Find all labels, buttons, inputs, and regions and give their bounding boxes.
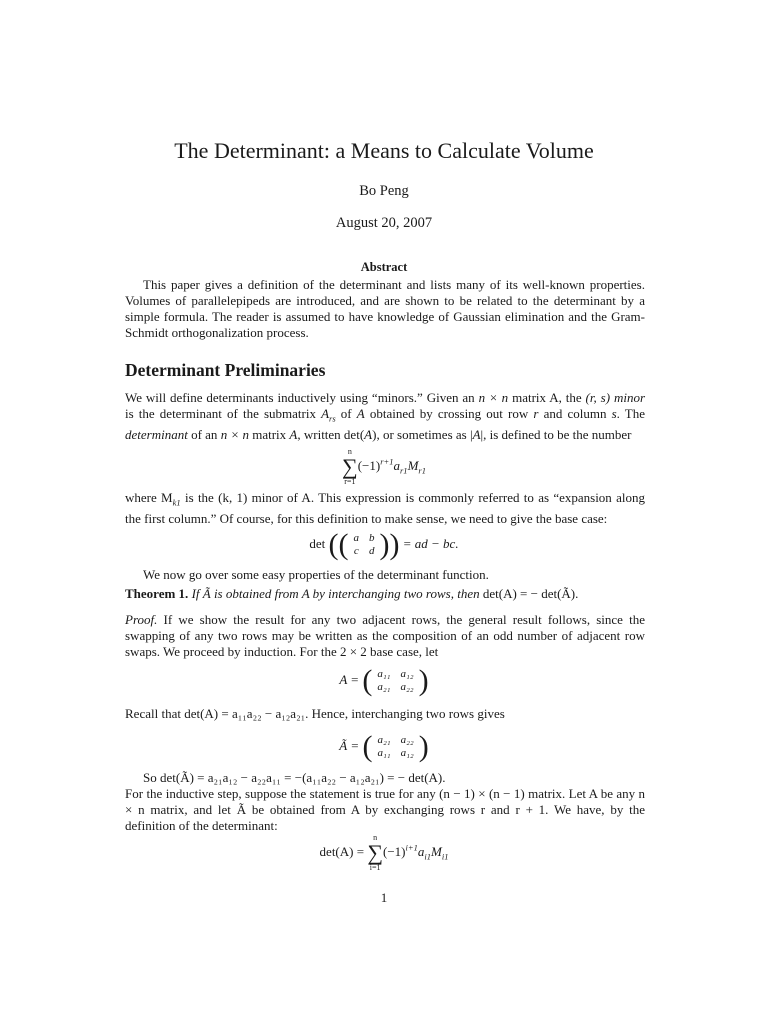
matrix-cell: a₁₂ [400, 668, 414, 680]
text-run: is the (k, 1) minor of A. This expression is commonly referred to as “expansion along the first column.” Of course, for this definition to make sense, we need to give the base case: [125, 490, 645, 526]
matrix-cell: a [353, 532, 360, 544]
summation [367, 834, 383, 872]
math-symbol: A [321, 406, 330, 421]
abstract-text: This paper gives a definition of the determinant and lists many of its well-known properties. Volumes of parallelepipeds are introduced, and are shown to be related to the determinant by a simple formula. The reader is assumed to have knowledge of Gaussian elimination and the Gram-Schmidt orthogonalization process. [125, 277, 645, 340]
paren-open: ( [362, 664, 373, 697]
definition-paragraph [125, 390, 645, 443]
theorem-1 [125, 586, 645, 602]
paper-title: The Determinant: a Means to Calculate Volume [174, 138, 594, 163]
theorem-equation: det(A) = − det(Ã). [482, 586, 579, 601]
theorem-label: Theorem 1. [125, 586, 189, 601]
proof-label: Proof. [125, 612, 158, 627]
matrix-cell: a₂₂ [400, 681, 414, 693]
paren-close: ) [418, 664, 429, 697]
equation-det-expansion-i [0, 834, 768, 872]
matrix-cell: c [353, 545, 359, 557]
matrix-cell: a₁₁ [377, 668, 391, 680]
text-run: where M [125, 490, 173, 505]
text-run: , written det( [297, 426, 365, 442]
math-term: det [309, 535, 326, 551]
matrix-cell: b [369, 532, 375, 544]
sigma-symbol: ∑ [342, 454, 358, 479]
math-term: det(A) = [319, 843, 365, 859]
math-subscript: k1 [172, 497, 181, 508]
text-run: of [340, 406, 352, 421]
equation-matrix-A-tilde [0, 730, 768, 764]
math-term: M [407, 457, 419, 473]
equation-determinant-expansion [0, 448, 768, 486]
paren-open: ( [362, 730, 373, 763]
math-inline: r [533, 406, 539, 421]
math-term: A = [339, 671, 360, 687]
math-term: (−1) [357, 457, 381, 473]
math-superscript: i+1 [405, 842, 418, 853]
sigma-symbol: ∑ [367, 840, 383, 865]
math-term: a [393, 457, 400, 473]
section-title: Determinant Preliminaries [125, 360, 326, 380]
sum-upper-limit: n [347, 447, 352, 456]
sum-upper-limit: n [373, 833, 378, 842]
matrix-cell: a₂₁ [377, 681, 391, 693]
math-subscript: i1 [441, 851, 449, 862]
math-subscript: r1 [400, 465, 408, 476]
math-subscript: r1 [418, 465, 426, 476]
text-run: and column [543, 406, 607, 421]
math-inline: n × n [220, 426, 249, 442]
math-term: Ã = [339, 737, 360, 753]
recall-paragraph: Recall that det(A) = a₁₁a₂₂ − a₁₂a₂₁. Hence, interchanging two rows gives [125, 706, 505, 721]
math-inline [321, 406, 336, 424]
matrix-cell: a₁₁ [377, 747, 391, 759]
equation-base-case [0, 528, 768, 562]
math-subscript: i1 [424, 851, 431, 862]
math-inline: (r, s) [585, 390, 611, 405]
sum-lower-limit: r=1 [344, 477, 356, 486]
text-run: of an [191, 426, 218, 442]
math-term: M [430, 843, 442, 859]
matrix-2x2 [372, 734, 418, 760]
matrix-cell: a₁₂ [400, 747, 414, 759]
text-run: . The [616, 406, 646, 421]
text-run: obtained by crossing out row [369, 406, 529, 421]
paper-date: August 20, 2007 [335, 215, 433, 231]
math-inline: n × n [478, 390, 509, 405]
properties-intro: We now go over some easy properties of the determinant function. [143, 567, 489, 582]
matrix-cell: a₂₂ [400, 734, 414, 746]
math-inline: A [289, 426, 298, 442]
matrix-cell: a₂₁ [377, 734, 391, 746]
equation-matrix-A [0, 664, 768, 698]
theorem-text: If Ã is obtained from A by interchanging two rows, then [191, 586, 480, 601]
text-run: |, is defined to be the number [480, 426, 632, 442]
term-determinant: determinant [125, 426, 188, 442]
inductive-paragraph: For the inductive step, suppose the statement is true for any (n − 1) × (n − 1) matrix. Let A be any n × n matrix, and let Ã be obtained from A by exchanging rows r and r + 1. We have, by the definition of the determinant: [125, 786, 645, 833]
math-term: = ad − bc. [402, 535, 459, 551]
summation [342, 448, 358, 486]
text-run: matrix [252, 426, 287, 442]
text-run: matrix A, the [512, 390, 582, 405]
text-run: is the determinant of the submatrix [125, 406, 316, 421]
paper-author: Bo Peng [359, 183, 409, 199]
term-minor: minor [613, 390, 646, 405]
paren-close: )) [379, 528, 400, 561]
math-inline: A [356, 406, 365, 421]
sum-lower-limit: i=1 [369, 863, 381, 872]
minor-paragraph [125, 490, 645, 527]
text-run: ), or sometimes as | [372, 426, 473, 442]
math-superscript: r+1 [380, 456, 394, 467]
text-run: If we show the result for any two adjacent rows, the general result follows, since the swapping of any two rows may be written as the composition of an odd number of adjacent row swaps. We proceed by induction. For the 2 × 2 base case, let [125, 612, 645, 659]
math-term: (−1) [383, 843, 406, 859]
matrix-2x2 [372, 668, 418, 694]
math-term: a [417, 843, 425, 859]
text-run: We will define determinants inductively using “minors.” Given an [125, 390, 475, 405]
page-number: 1 [380, 890, 388, 905]
abstract-heading: Abstract [360, 260, 408, 274]
matrix-2x2 [349, 532, 380, 558]
math-subscript: rs [329, 413, 336, 424]
so-paragraph: So det(Ã) = a₂₁a₁₂ − a₂₂a₁₁ = −(a₁₁a₂₂ − a₁₂a₂₁) = − det(A). [143, 770, 446, 785]
math-inline: A [364, 426, 373, 442]
paren-open: (( [328, 528, 349, 561]
math-inline: s [611, 406, 617, 421]
proof-paragraph [125, 612, 645, 660]
math-inline: A [472, 426, 481, 442]
paren-close: ) [418, 730, 429, 763]
matrix-cell: d [369, 545, 375, 557]
